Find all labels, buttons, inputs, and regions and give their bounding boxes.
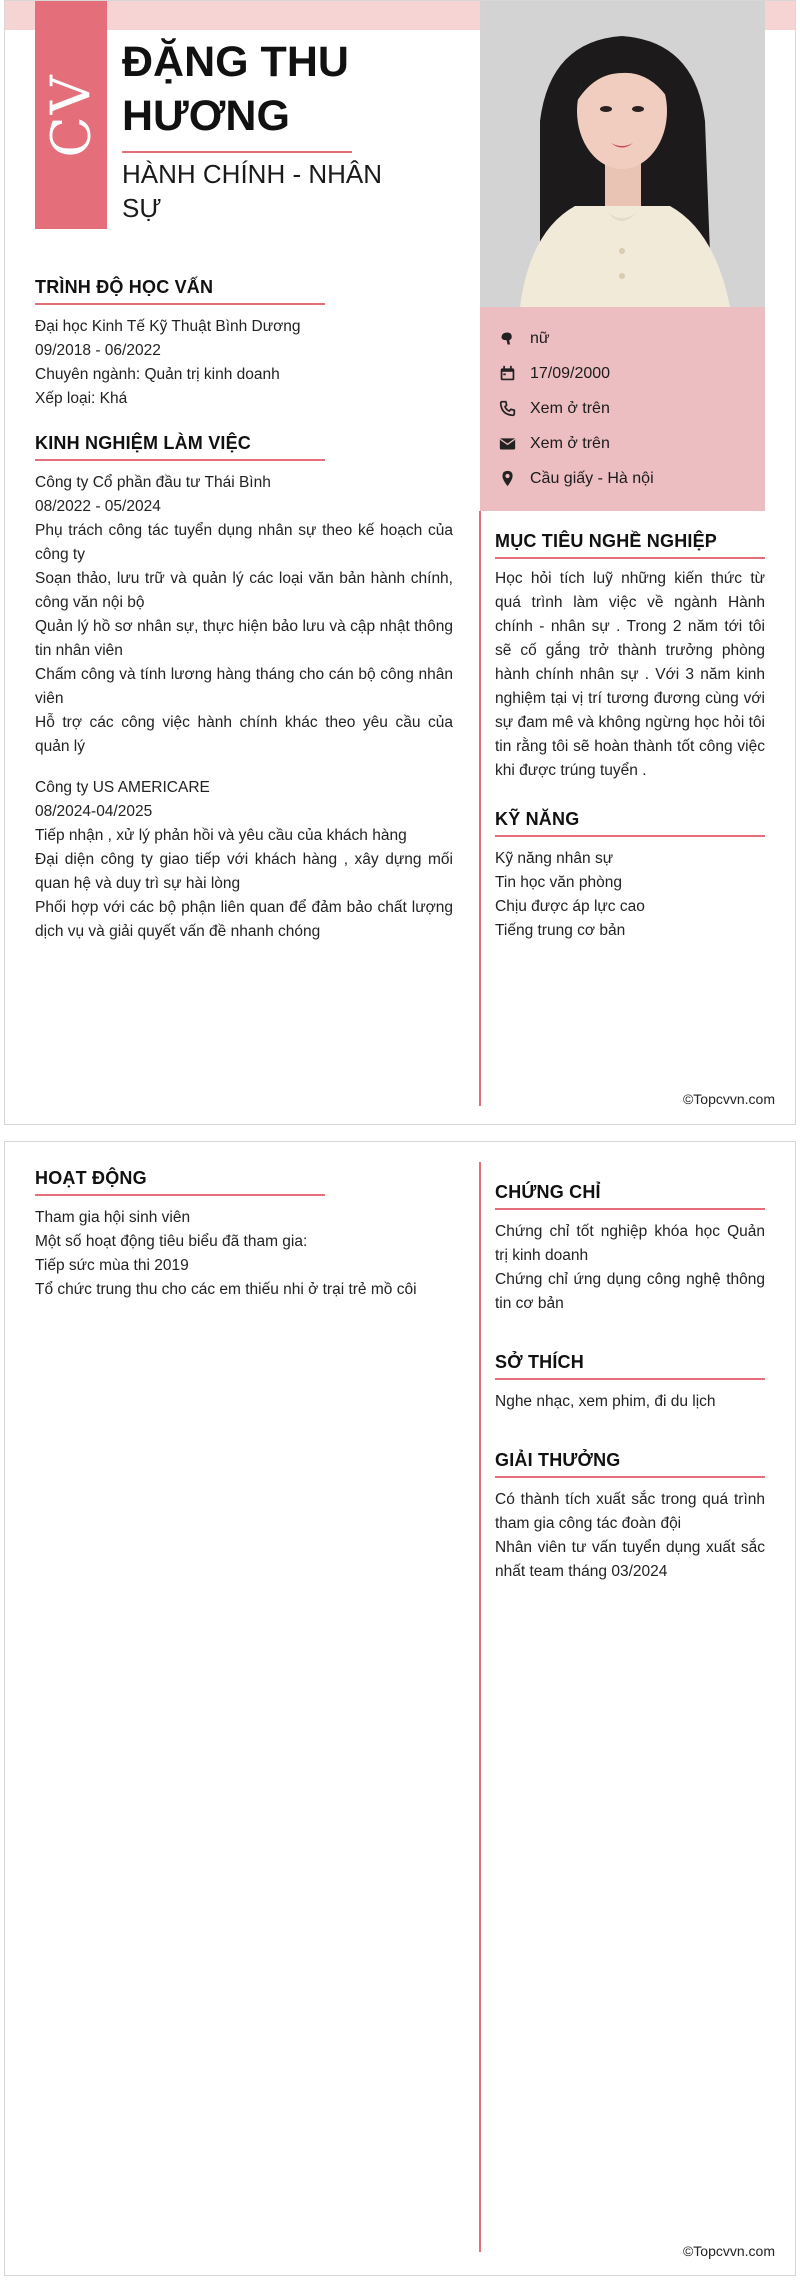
activities-title: HOẠT ĐỘNG (35, 1168, 147, 1188)
education-major: Chuyên ngành: Quản trị kinh doanh (35, 366, 280, 383)
cv-mark-text: CV (39, 72, 103, 158)
experience-rule (35, 459, 325, 461)
objective-text: Học hỏi tích luỹ những kiến thức từ quá trình làm việc về ngành Hành chính - nhân sự . Trong 2 năm tới tôi sẽ cố gắng trở thành trưởng phòng hành chính nhân sự . Với 3 năm kinh nghiệm tại vị trí tương đương cùng với sự đam mê và không ngừng học hỏi tôi tin rằng tôi sẽ hoàn thành tốt công việc khi được trúng tuyển . (495, 570, 765, 779)
contact-birthday (480, 356, 765, 391)
cv-page-1 (4, 0, 796, 1125)
objective-rule (495, 557, 765, 559)
phone-icon (498, 400, 516, 418)
certificate-item: Chứng chỉ ứng dụng công nghệ thông tin cơ bản (495, 1271, 765, 1312)
skill-item: Kỹ năng nhân sự (495, 850, 614, 867)
job-duty: Hỗ trợ các công việc hành chính khác theo yêu cầu của quản lý (35, 714, 453, 755)
experience-title: KINH NGHIỆM LÀM VIỆC (35, 433, 252, 453)
certificates-list (495, 1220, 765, 1316)
awards-title: GIẢI THƯỞNG (495, 1450, 621, 1470)
column-divider (479, 511, 481, 1106)
education-title: TRÌNH ĐỘ HỌC VẤN (35, 277, 214, 297)
education-school: Đại học Kinh Tế Kỹ Thuật Bình Dương (35, 318, 301, 335)
skill-item: Chịu được áp lực cao (495, 898, 645, 915)
activities-list (35, 1206, 455, 1302)
skills-rule (495, 835, 765, 837)
job-duty: Tiếp nhận , xử lý phản hồi và yêu cầu của khách hàng (35, 827, 407, 844)
contact-email (480, 426, 765, 461)
job-duty: Chấm công và tính lương hàng tháng cho cán bộ công nhân viên (35, 666, 453, 707)
contact-phone (480, 391, 765, 426)
location-pin-icon (498, 470, 516, 488)
skill-item: Tin học văn phòng (495, 874, 622, 891)
job-company: Công ty Cổ phần đầu tư Thái Bình (35, 474, 271, 491)
gender-icon (498, 330, 516, 348)
job-duty: Phụ trách công tác tuyển dụng nhân sự theo kế hoạch của công ty (35, 522, 453, 563)
objective-title: MỤC TIÊU NGHỀ NGHIỆP (495, 531, 718, 551)
hobbies-title: SỞ THÍCH (495, 1352, 584, 1372)
contact-panel (480, 307, 765, 511)
calendar-icon (498, 365, 516, 383)
hobbies-rule (495, 1378, 765, 1380)
activity-item: Tổ chức trung thu cho các em thiếu nhi ở trại trẻ mồ côi (35, 1281, 417, 1298)
award-item: Nhân viên tư vấn tuyển dụng xuất sắc nhất team tháng 03/2024 (495, 1539, 765, 1580)
job-period: 08/2024-04/2025 (35, 803, 153, 820)
award-item: Có thành tích xuất sắc trong quá trình tham gia công tác đoàn đội (495, 1491, 765, 1532)
education-period: 09/2018 - 06/2022 (35, 342, 161, 359)
certificates-title: CHỨNG CHỈ (495, 1182, 601, 1202)
hobbies-text: Nghe nhạc, xem phim, đi du lịch (495, 1393, 716, 1410)
education-block (35, 315, 455, 411)
activity-item: Tiếp sức mùa thi 2019 (35, 1257, 189, 1274)
email-icon (498, 435, 516, 453)
job-duty: Phối hợp với các bộ phận liên quan để đảm bảo chất lượng dịch vụ và giải quyết vấn đề nhanh chóng (35, 899, 453, 940)
job-period: 08/2022 - 05/2024 (35, 498, 161, 515)
email-value: Xem ở trên (530, 434, 610, 452)
education-rule (35, 303, 325, 305)
skill-item: Tiếng trung cơ bản (495, 922, 626, 939)
contact-gender (480, 321, 765, 356)
job-title: HÀNH CHÍNH - NHÂN SỰ (122, 159, 382, 223)
cv-mark (35, 1, 107, 229)
address-value: Cầu giấy - Hà nội (530, 469, 654, 487)
cv-page-2 (4, 1141, 796, 2276)
job-duty: Soạn thảo, lưu trữ và quản lý các loại văn bản hành chính, công văn nội bộ (35, 570, 453, 611)
footer-credit: ©Topcvvn.com (682, 1091, 775, 1107)
awards-list (495, 1488, 765, 1584)
activity-item: Một số hoạt động tiêu biểu đã tham gia: (35, 1233, 308, 1250)
activities-rule (35, 1194, 325, 1196)
activity-item: Tham gia hội sinh viên (35, 1209, 191, 1226)
phone-value: Xem ở trên (530, 399, 610, 417)
skills-list (495, 847, 765, 943)
education-grade: Xếp loại: Khá (35, 390, 128, 407)
name-divider (122, 151, 352, 153)
skills-title: KỸ NĂNG (495, 809, 580, 829)
birthday-value: 17/09/2000 (530, 364, 611, 382)
candidate-name: ĐẶNG THU HƯƠNG (122, 38, 349, 140)
gender-value: nữ (530, 329, 550, 347)
job-company: Công ty US AMERICARE (35, 779, 210, 796)
certificate-item: Chứng chỉ tốt nghiệp khóa học Quản trị kinh doanh (495, 1223, 765, 1264)
certificates-rule (495, 1208, 765, 1210)
experience-block (35, 471, 453, 944)
job-duty: Đại diện công ty giao tiếp với khách hàng , xây dựng mối quan hệ và duy trì sự hài lòng (35, 851, 453, 892)
contact-address (480, 461, 765, 496)
awards-rule (495, 1476, 765, 1478)
footer-credit: ©Topcvvn.com (682, 2243, 775, 2259)
job-duty: Quản lý hồ sơ nhân sự, thực hiện bảo lưu và cập nhật thông tin nhân viên (35, 618, 453, 659)
profile-photo (480, 1, 765, 307)
column-divider (479, 1162, 481, 2252)
